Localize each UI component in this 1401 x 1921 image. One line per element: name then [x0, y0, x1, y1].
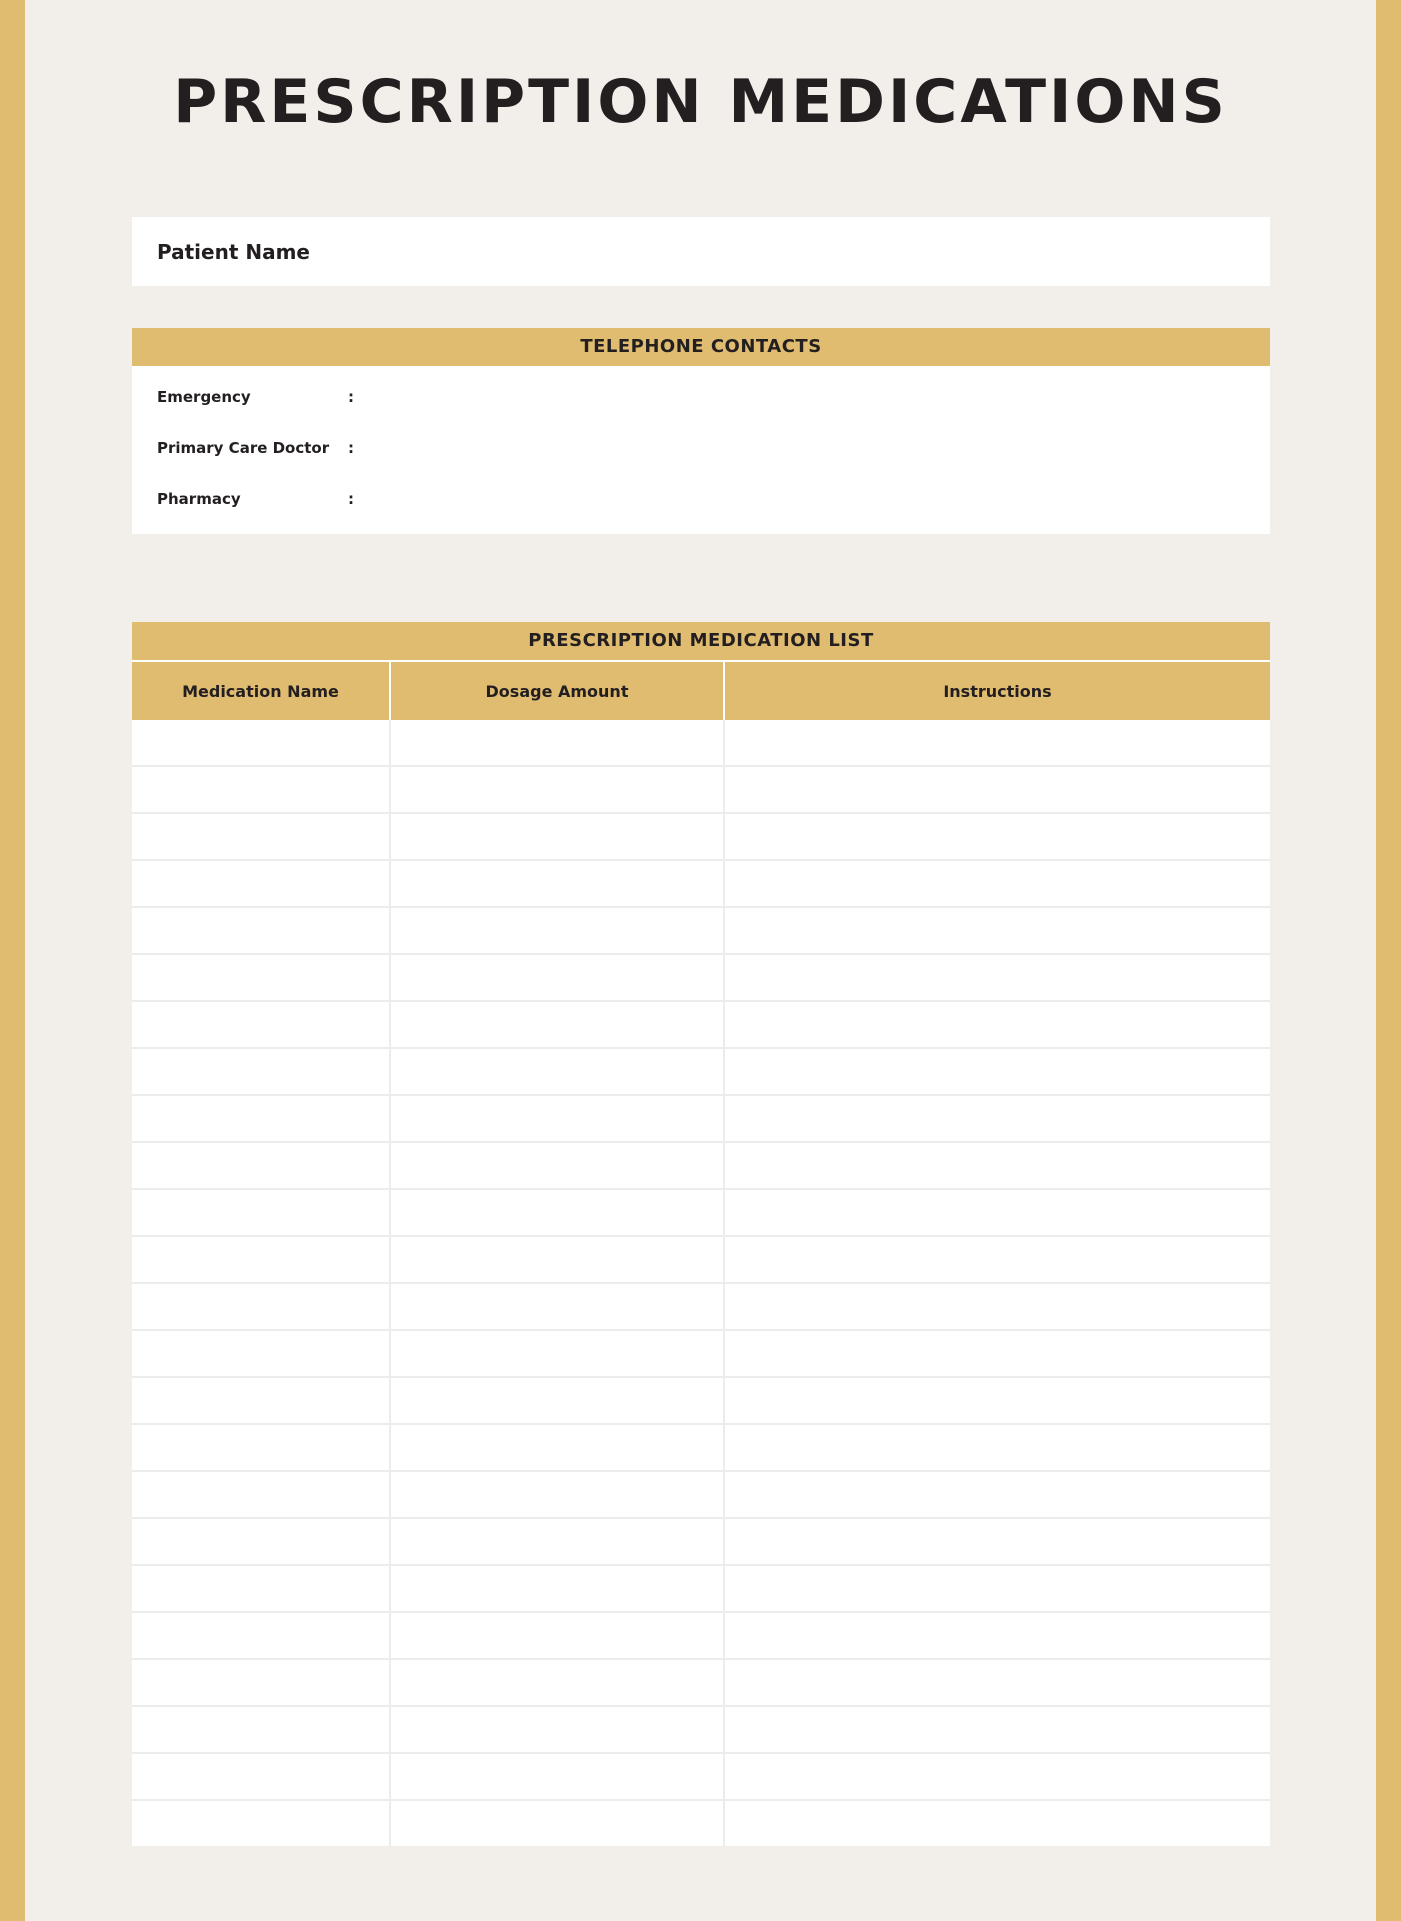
instructions-cell[interactable]: [724, 1095, 1270, 1142]
table-row: [132, 1330, 1270, 1377]
instructions-cell[interactable]: [724, 1142, 1270, 1189]
instructions-cell[interactable]: [724, 720, 1270, 766]
table-row: [132, 720, 1270, 766]
dosage-amount-cell[interactable]: [390, 1471, 724, 1518]
medication-name-cell[interactable]: [132, 860, 390, 907]
table-row: [132, 860, 1270, 907]
column-header-medication-name: Medication Name: [132, 662, 390, 720]
instructions-cell[interactable]: [724, 1048, 1270, 1095]
contact-label: Pharmacy: [157, 489, 241, 508]
dosage-amount-cell[interactable]: [390, 1659, 724, 1706]
medication-name-cell[interactable]: [132, 1377, 390, 1424]
contact-colon: :: [348, 489, 354, 508]
telephone-contacts-list: [132, 366, 1270, 524]
medication-name-cell[interactable]: [132, 766, 390, 813]
dosage-amount-cell[interactable]: [390, 1518, 724, 1565]
telephone-contacts-section: [132, 328, 1270, 534]
contact-colon: :: [348, 438, 354, 457]
medication-name-cell[interactable]: [132, 1001, 390, 1048]
medication-name-cell[interactable]: [132, 1189, 390, 1236]
table-row: [132, 1283, 1270, 1330]
medication-table-body: [132, 720, 1270, 1846]
instructions-cell[interactable]: [724, 1236, 1270, 1283]
medication-table-header: [132, 662, 1270, 720]
medication-name-cell[interactable]: [132, 1142, 390, 1189]
dosage-amount-cell[interactable]: [390, 1377, 724, 1424]
medication-name-cell[interactable]: [132, 720, 390, 766]
patient-name-field[interactable]: [132, 217, 1270, 286]
prescription-medication-list: [132, 622, 1270, 1846]
left-accent-bar: [0, 0, 25, 1921]
instructions-cell[interactable]: [724, 1659, 1270, 1706]
medication-name-cell[interactable]: [132, 813, 390, 860]
medication-name-cell[interactable]: [132, 1800, 390, 1846]
table-row: [132, 1612, 1270, 1659]
table-row: [132, 1659, 1270, 1706]
medication-name-cell[interactable]: [132, 907, 390, 954]
medication-name-cell[interactable]: [132, 1330, 390, 1377]
dosage-amount-cell[interactable]: [390, 1565, 724, 1612]
table-row: [132, 1142, 1270, 1189]
dosage-amount-cell[interactable]: [390, 1424, 724, 1471]
instructions-cell[interactable]: [724, 1424, 1270, 1471]
page-title: PRESCRIPTION MEDICATIONS: [173, 67, 1228, 137]
table-row: [132, 1424, 1270, 1471]
medication-table: [132, 662, 1270, 1846]
medication-name-cell[interactable]: [132, 954, 390, 1001]
medication-name-cell[interactable]: [132, 1518, 390, 1565]
dosage-amount-cell[interactable]: [390, 907, 724, 954]
dosage-amount-cell[interactable]: [390, 1330, 724, 1377]
medication-name-cell[interactable]: [132, 1659, 390, 1706]
dosage-amount-cell[interactable]: [390, 1236, 724, 1283]
medication-name-cell[interactable]: [132, 1424, 390, 1471]
table-row: [132, 907, 1270, 954]
table-row: [132, 1753, 1270, 1800]
table-row: [132, 1471, 1270, 1518]
table-row: [132, 1048, 1270, 1095]
table-row: [132, 1800, 1270, 1846]
dosage-amount-cell[interactable]: [390, 860, 724, 907]
instructions-cell[interactable]: [724, 1001, 1270, 1048]
instructions-cell[interactable]: [724, 1565, 1270, 1612]
medication-name-cell[interactable]: [132, 1753, 390, 1800]
medication-name-cell[interactable]: [132, 1095, 390, 1142]
telephone-contacts-heading: TELEPHONE CONTACTS: [132, 328, 1270, 366]
dosage-amount-cell[interactable]: [390, 766, 724, 813]
dosage-amount-cell[interactable]: [390, 1706, 724, 1753]
dosage-amount-cell[interactable]: [390, 1001, 724, 1048]
patient-name-label: Patient Name: [157, 239, 310, 264]
right-accent-bar: [1376, 0, 1401, 1921]
contact-row-pharmacy[interactable]: [132, 473, 1270, 524]
dosage-amount-cell[interactable]: [390, 720, 724, 766]
contact-label: Primary Care Doctor: [157, 438, 330, 457]
medication-name-cell[interactable]: [132, 1706, 390, 1753]
dosage-amount-cell[interactable]: [390, 1612, 724, 1659]
column-header-dosage-amount: Dosage Amount: [390, 662, 724, 720]
dosage-amount-cell[interactable]: [390, 1095, 724, 1142]
medication-name-cell[interactable]: [132, 1236, 390, 1283]
instructions-cell[interactable]: [724, 1330, 1270, 1377]
instructions-cell[interactable]: [724, 1189, 1270, 1236]
table-row: [132, 813, 1270, 860]
dosage-amount-cell[interactable]: [390, 1753, 724, 1800]
dosage-amount-cell[interactable]: [390, 1283, 724, 1330]
table-row: [132, 1001, 1270, 1048]
instructions-cell[interactable]: [724, 1753, 1270, 1800]
contact-row-primary-care-doctor[interactable]: [132, 422, 1270, 473]
medication-name-cell[interactable]: [132, 1048, 390, 1095]
dosage-amount-cell[interactable]: [390, 1048, 724, 1095]
instructions-cell[interactable]: [724, 1518, 1270, 1565]
instructions-cell[interactable]: [724, 1612, 1270, 1659]
medication-name-cell[interactable]: [132, 1471, 390, 1518]
contact-label: Emergency: [157, 387, 251, 406]
column-header-instructions: Instructions: [724, 662, 1270, 720]
dosage-amount-cell[interactable]: [390, 1189, 724, 1236]
instructions-cell[interactable]: [724, 907, 1270, 954]
table-row: [132, 1377, 1270, 1424]
instructions-cell[interactable]: [724, 1800, 1270, 1846]
table-row: [132, 1565, 1270, 1612]
instructions-cell[interactable]: [724, 813, 1270, 860]
contact-colon: :: [348, 387, 354, 406]
medication-list-heading: PRESCRIPTION MEDICATION LIST: [132, 622, 1270, 662]
contact-row-emergency[interactable]: [132, 371, 1270, 422]
dosage-amount-cell[interactable]: [390, 1142, 724, 1189]
table-row: [132, 1706, 1270, 1753]
instructions-cell[interactable]: [724, 1471, 1270, 1518]
table-row: [132, 766, 1270, 813]
table-row: [132, 1095, 1270, 1142]
table-row: [132, 1236, 1270, 1283]
table-row: [132, 954, 1270, 1001]
table-row: [132, 1518, 1270, 1565]
table-row: [132, 1189, 1270, 1236]
instructions-cell[interactable]: [724, 1283, 1270, 1330]
instructions-cell[interactable]: [724, 766, 1270, 813]
dosage-amount-cell[interactable]: [390, 1800, 724, 1846]
instructions-cell[interactable]: [724, 1377, 1270, 1424]
medication-name-cell[interactable]: [132, 1565, 390, 1612]
instructions-cell[interactable]: [724, 954, 1270, 1001]
dosage-amount-cell[interactable]: [390, 954, 724, 1001]
dosage-amount-cell[interactable]: [390, 813, 724, 860]
medication-name-cell[interactable]: [132, 1612, 390, 1659]
instructions-cell[interactable]: [724, 1706, 1270, 1753]
medication-name-cell[interactable]: [132, 1283, 390, 1330]
instructions-cell[interactable]: [724, 860, 1270, 907]
